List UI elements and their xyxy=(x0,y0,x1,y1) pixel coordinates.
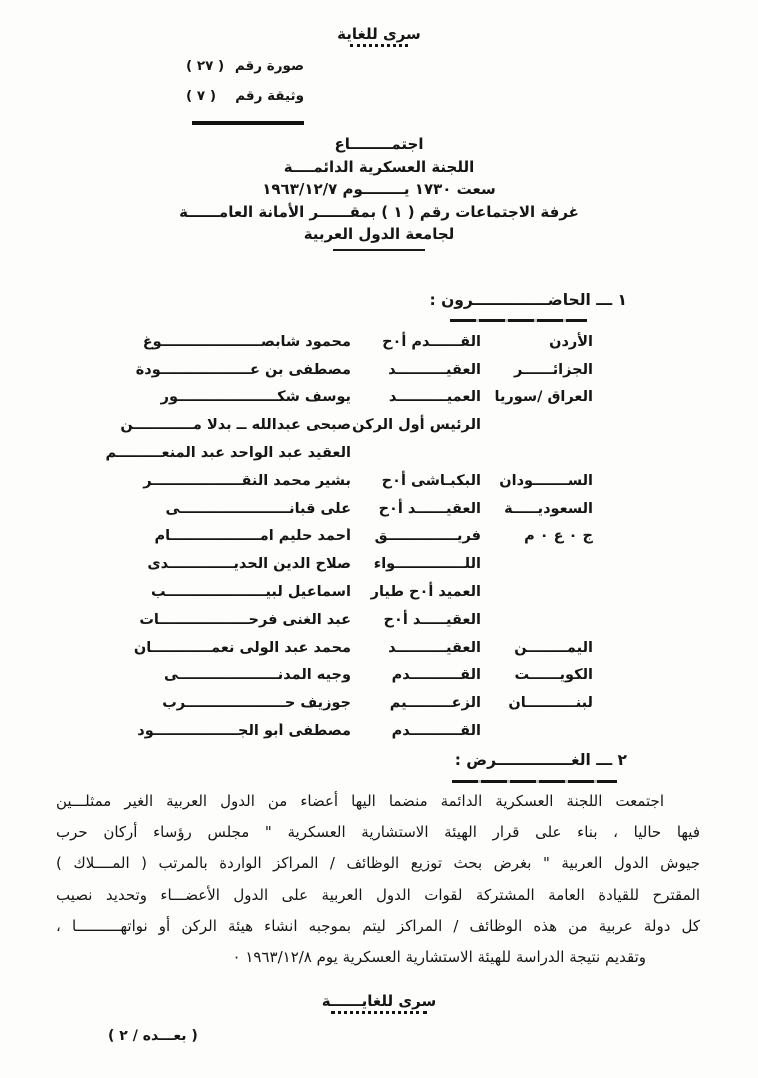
attendees-table xyxy=(72,328,593,745)
attendee-row xyxy=(72,578,593,606)
document-number-value: ( ٧ ) xyxy=(186,88,216,104)
country-cell: الجزائــــــر xyxy=(513,361,593,378)
name-cell: مصطفى أبو الجـــــــــــــــــود xyxy=(137,723,351,740)
paragraph-line: وتقديم نتيجة الدراسة للهيئة الاستشارية العسكرية يوم ١٩٦٣/١٢/٨ ٠ xyxy=(232,948,646,967)
name-cell: العقيد عبد الواحد عبد المنعـــــــــم xyxy=(105,445,351,462)
name-cell: محمود شابصــــــــــــــــــــوغ xyxy=(142,333,351,350)
copy-number-value: ( ٢٧ ) xyxy=(186,58,225,74)
rank-cell: العقيـــــد أ٠ح xyxy=(383,611,481,628)
paragraph-line: المقترح للقيادة العامة المشتركة لقوات الدول العربية على الدول الأعضـــاء وتحديد نصيب xyxy=(56,885,700,904)
document-number-row xyxy=(186,88,304,118)
page-continuation-ref: ( بعـــده / ٢ ) xyxy=(108,1028,198,1044)
attendees-heading-underline xyxy=(450,319,587,322)
purpose-heading: ٢ ـــ الغــــــــــــــرض : xyxy=(454,751,627,769)
country-cell: الكويــــــت xyxy=(514,667,593,684)
attendee-row xyxy=(72,467,593,495)
paragraph-line: فيها حاليا ، بناء على قرار الهيئة الاستشارية العسكرية " مجلس رؤساء أركان حرب xyxy=(56,823,700,842)
country-cell: الأردن xyxy=(549,333,593,350)
classification-top: سرى للغاية xyxy=(337,25,421,43)
rank-cell: القــــــــــدم xyxy=(391,723,481,740)
name-cell: على قبانــــــــــــــــــــــى xyxy=(165,500,351,517)
copy-number-label: صورة رقم xyxy=(234,58,304,74)
rank-cell: الرئيس أول الركن xyxy=(352,417,481,434)
purpose-paragraph xyxy=(56,786,700,973)
rank-cell: القــــــدم أ٠ح xyxy=(382,333,481,350)
meeting-organization: لجامعة الدول العربية xyxy=(303,225,455,243)
attendee-row xyxy=(72,411,593,439)
attendee-row xyxy=(72,717,593,745)
country-cell: ج ٠ ع ٠ م xyxy=(524,528,593,545)
name-cell: بشير محمد النقــــــــــــــــــر xyxy=(143,472,351,489)
classification-top-dotted-rule xyxy=(350,44,408,47)
rank-cell: فريــــــــــــــق xyxy=(374,528,481,545)
rank-cell: الزعـــــــــيم xyxy=(389,695,481,712)
attendee-row xyxy=(72,356,593,384)
document-numbers-block xyxy=(186,58,304,125)
rank-cell: العقيــــــــــد xyxy=(388,639,481,656)
name-cell: أحمد حليم امــــــــــــــــــام xyxy=(154,528,351,545)
attendee-row xyxy=(72,328,593,356)
meeting-datetime: سعت ١٧٣٠ يــــــــوم ١٩٦٣/١٢/٧ xyxy=(262,180,496,198)
country-cell: اليمــــــــن xyxy=(514,639,593,656)
attendee-row xyxy=(72,495,593,523)
name-cell: وجيه المدنــــــــــــــــــــى xyxy=(164,667,351,684)
country-cell: العراق /سوريا xyxy=(494,389,593,406)
country-cell: لبنــــــــــان xyxy=(508,695,593,712)
meeting-location: غرفة الاجتماعات رقم ( ١ ) بمقــــــر الأمانة العامــــــة xyxy=(179,202,579,221)
meeting-header-rule xyxy=(333,249,425,251)
attendee-row xyxy=(72,662,593,690)
rank-cell: اللــــــــــــــواء xyxy=(373,556,481,573)
document-number-underline xyxy=(192,121,304,125)
rank-cell: البكبـاشى أ٠ح xyxy=(381,472,481,489)
attendees-heading: ١ ـــ الحاضــــــــــــــرون : xyxy=(429,291,627,309)
copy-number-row xyxy=(186,58,304,88)
rank-cell: العميد أ٠ح طيار xyxy=(370,584,481,601)
committee-name: اللجنة العسكرية الدائمــــة xyxy=(283,157,475,176)
paragraph-line: كل دولة عربية من هذه الوظائف / المراكز ليتم بموجبه انشاء هيئة الركن أو نواتهــــــــــا ، xyxy=(56,916,700,935)
classification-bottom-wrap xyxy=(0,991,758,1014)
paragraph-line: جيوش الدول العربية " بغرض بحث توزيع الوظائف / المراكز الواردة بالمرتب ( المــــلاك ) xyxy=(56,854,700,873)
name-cell: اسماعيل لبيــــــــــــــــــــب xyxy=(151,584,351,601)
paragraph-line: اجتمعت اللجنة العسكرية الدائمة منضما اليها أعضاء من الدول العربية الغير ممثلـــين xyxy=(56,792,664,810)
country-cell: الســـــــودان xyxy=(499,472,593,489)
attendee-row xyxy=(72,689,593,717)
attendee-row xyxy=(72,550,593,578)
meeting-header-block xyxy=(0,133,758,251)
rank-cell: العميــــــــــد xyxy=(388,389,481,406)
classification-top-wrap xyxy=(0,24,758,47)
attendee-row xyxy=(72,606,593,634)
country-cell: السعوديـــــة xyxy=(504,500,593,517)
name-cell: يوسف شكــــــــــــــــــــور xyxy=(160,389,351,406)
purpose-heading-underline xyxy=(452,780,617,783)
name-cell: محمد عبد الولى نعمــــــــــــان xyxy=(133,639,351,656)
name-cell: مصطفى بن عــــــــــــــــــودة xyxy=(135,361,351,378)
document-number-label: وثيقة رقم xyxy=(235,88,304,104)
name-cell: صلاح الدين الحديـــــــــــــدى xyxy=(147,556,351,573)
attendee-row xyxy=(72,634,593,662)
attendee-row xyxy=(72,439,593,467)
rank-cell: العقيــــــد أ٠ح xyxy=(378,500,481,517)
name-cell: صبحى عبدالله ــ بدلا مــــــــــــن xyxy=(120,417,351,434)
classification-bottom: سرى للغايــــــة xyxy=(321,992,437,1010)
rank-cell: العقيــــــــــد xyxy=(388,361,481,378)
name-cell: جوزيف حــــــــــــــــــــرب xyxy=(162,695,351,712)
attendee-row xyxy=(72,523,593,551)
classification-bottom-dotted-rule xyxy=(331,1011,427,1014)
meeting-title: اجتمــــــــاع xyxy=(334,135,424,153)
rank-cell: القــــــــــدم xyxy=(391,667,481,684)
name-cell: عبد الغنى فرحــــــــــــــــــات xyxy=(139,611,351,628)
attendee-row xyxy=(72,384,593,412)
